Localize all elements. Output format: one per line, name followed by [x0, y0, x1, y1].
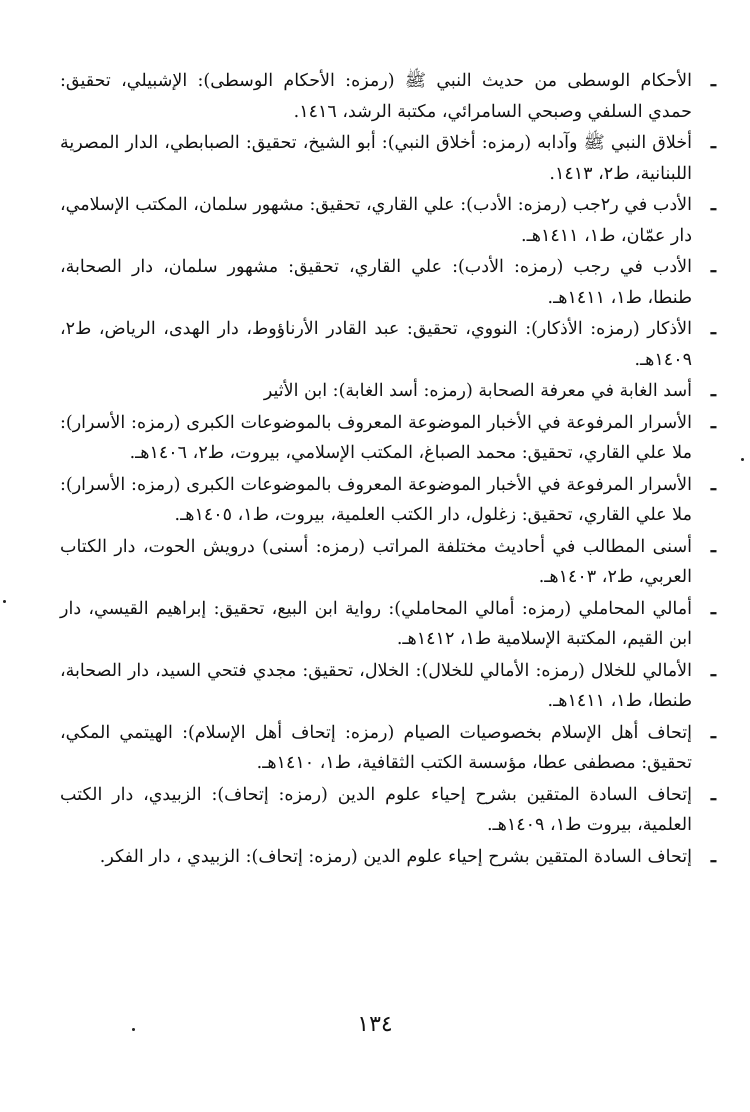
- entry-text: الأحكام الوسطى من حديث النبي ﷺ (رمزه: الأحكام الوسطى): الإشبيلي، تحقيق: حمدي السلفي وصبحي السامرائي، مكتبة الرشد، ١٤١٦.: [60, 71, 692, 122]
- entry-dash: ـ: [710, 71, 716, 91]
- bibliography-entry: [60, 128, 716, 189]
- bibliography-entry: [60, 532, 716, 593]
- entry-text: أمالي المحاملي (رمزه: أمالي المحاملي): رواية ابن البيع، تحقيق: إبراهيم القيسي، دار ابن القيم، المكتبة الإسلامية ط١، ١٤١٢هـ.: [60, 598, 692, 649]
- scan-speck: [132, 1028, 135, 1031]
- entry-dash: ـ: [710, 412, 716, 433]
- entry-text: الأسرار المرفوعة في الأخبار الموضوعة المعروف بالموضوعات الكبرى (رمزه: الأسرار): ملا علي القاري، تحقيق: زغلول، دار الكتب العلمية، بيروت، ط١، ١٤٠٥هـ.: [60, 474, 692, 525]
- entry-text: إتحاف السادة المتقين بشرح إحياء علوم الدين (رمزه: إتحاف): الزبيدي، دار الكتب العلمية، بيروت ط١، ١٤٠٩هـ.: [60, 784, 692, 835]
- bibliography-entry: [60, 780, 716, 841]
- bibliography-entry: [60, 408, 716, 469]
- entry-dash: ـ: [710, 133, 716, 153]
- entry-dash: ـ: [710, 319, 716, 339]
- entry-dash: ـ: [710, 381, 716, 401]
- entry-text: أسد الغابة في معرفة الصحابة (رمزه: أسد الغابة): ابن الأثير: [263, 381, 692, 401]
- entry-dash: ـ: [710, 536, 716, 557]
- scan-speck: [3, 600, 6, 603]
- entry-text: إتحاف أهل الإسلام بخصوصيات الصيام (رمزه: إتحاف أهل الإسلام): الهيتمي المكي، تحقيق: مصطفى عطا، مؤسسة الكتب الثقافية، ط١، ١٤١٠هـ.: [60, 722, 692, 773]
- scan-speck: [741, 458, 744, 461]
- entry-text: إتحاف السادة المتقين بشرح إحياء علوم الدين (رمزه: إتحاف): الزبيدي ، دار الفكر.: [99, 846, 692, 867]
- entry-text: أخلاق النبي ﷺ وآدابه (رمزه: أخلاق النبي): أبو الشيخ، تحقيق: الصبابطي، الدار المصرية اللبنانية، ط٢، ١٤١٣.: [60, 133, 692, 184]
- entry-text: الأسرار المرفوعة في الأخبار الموضوعة المعروف بالموضوعات الكبرى (رمزه: الأسرار): ملا علي القاري، تحقيق: محمد الصباغ، المكتب الإسلامي، بيروت، ط٢، ١٤٠٦هـ.: [60, 412, 692, 463]
- entry-dash: ـ: [710, 474, 716, 495]
- entry-dash: ـ: [710, 846, 716, 867]
- entry-dash: ـ: [710, 257, 716, 277]
- bibliography-entry: [60, 376, 716, 407]
- entry-text: الأذكار (رمزه: الأذكار): النووي، تحقيق: عبد القادر الأرناؤوط، دار الهدى، الرياض، ط٢، ١٤٠٩هـ.: [60, 319, 692, 370]
- entry-dash: ـ: [710, 195, 716, 215]
- page-number: ١٣٤: [357, 1012, 393, 1037]
- bibliography-entry: [60, 252, 716, 313]
- entry-dash: ـ: [710, 784, 716, 805]
- entry-dash: ـ: [710, 722, 716, 743]
- bibliography-entry: [60, 718, 716, 779]
- entry-text: الأمالي للخلال (رمزه: الأمالي للخلال): الخلال، تحقيق: مجدي فتحي السيد، دار الصحابة، طنطا، ط١، ١٤١١هـ.: [60, 660, 692, 711]
- bibliography-entry: [60, 314, 716, 375]
- bibliography-entry: [60, 842, 716, 873]
- bibliography-list: [60, 66, 716, 872]
- bibliography-entry: [60, 470, 716, 531]
- entry-text: الأدب في ر٢جب (رمزه: الأدب): علي القاري، تحقيق: مشهور سلمان، المكتب الإسلامي، دار عمّان، ط١، ١٤١١هـ.: [60, 195, 692, 246]
- bibliography-entry: [60, 594, 716, 655]
- bibliography-entry: [60, 190, 716, 251]
- bibliography-entry: [60, 656, 716, 717]
- entry-text: الأدب في رجب (رمزه: الأدب): علي القاري، تحقيق: مشهور سلمان، دار الصحابة، طنطا، ط١، ١٤١١هـ.: [60, 257, 692, 308]
- entry-text: أسنى المطالب في أحاديث مختلفة المراتب (رمزه: أسنى) درويش الحوت، دار الكتاب العربي، ط٢، ١٤٠٣هـ.: [60, 536, 692, 587]
- entry-dash: ـ: [710, 598, 716, 619]
- entry-dash: ـ: [710, 660, 716, 681]
- bibliography-entry: [60, 66, 716, 127]
